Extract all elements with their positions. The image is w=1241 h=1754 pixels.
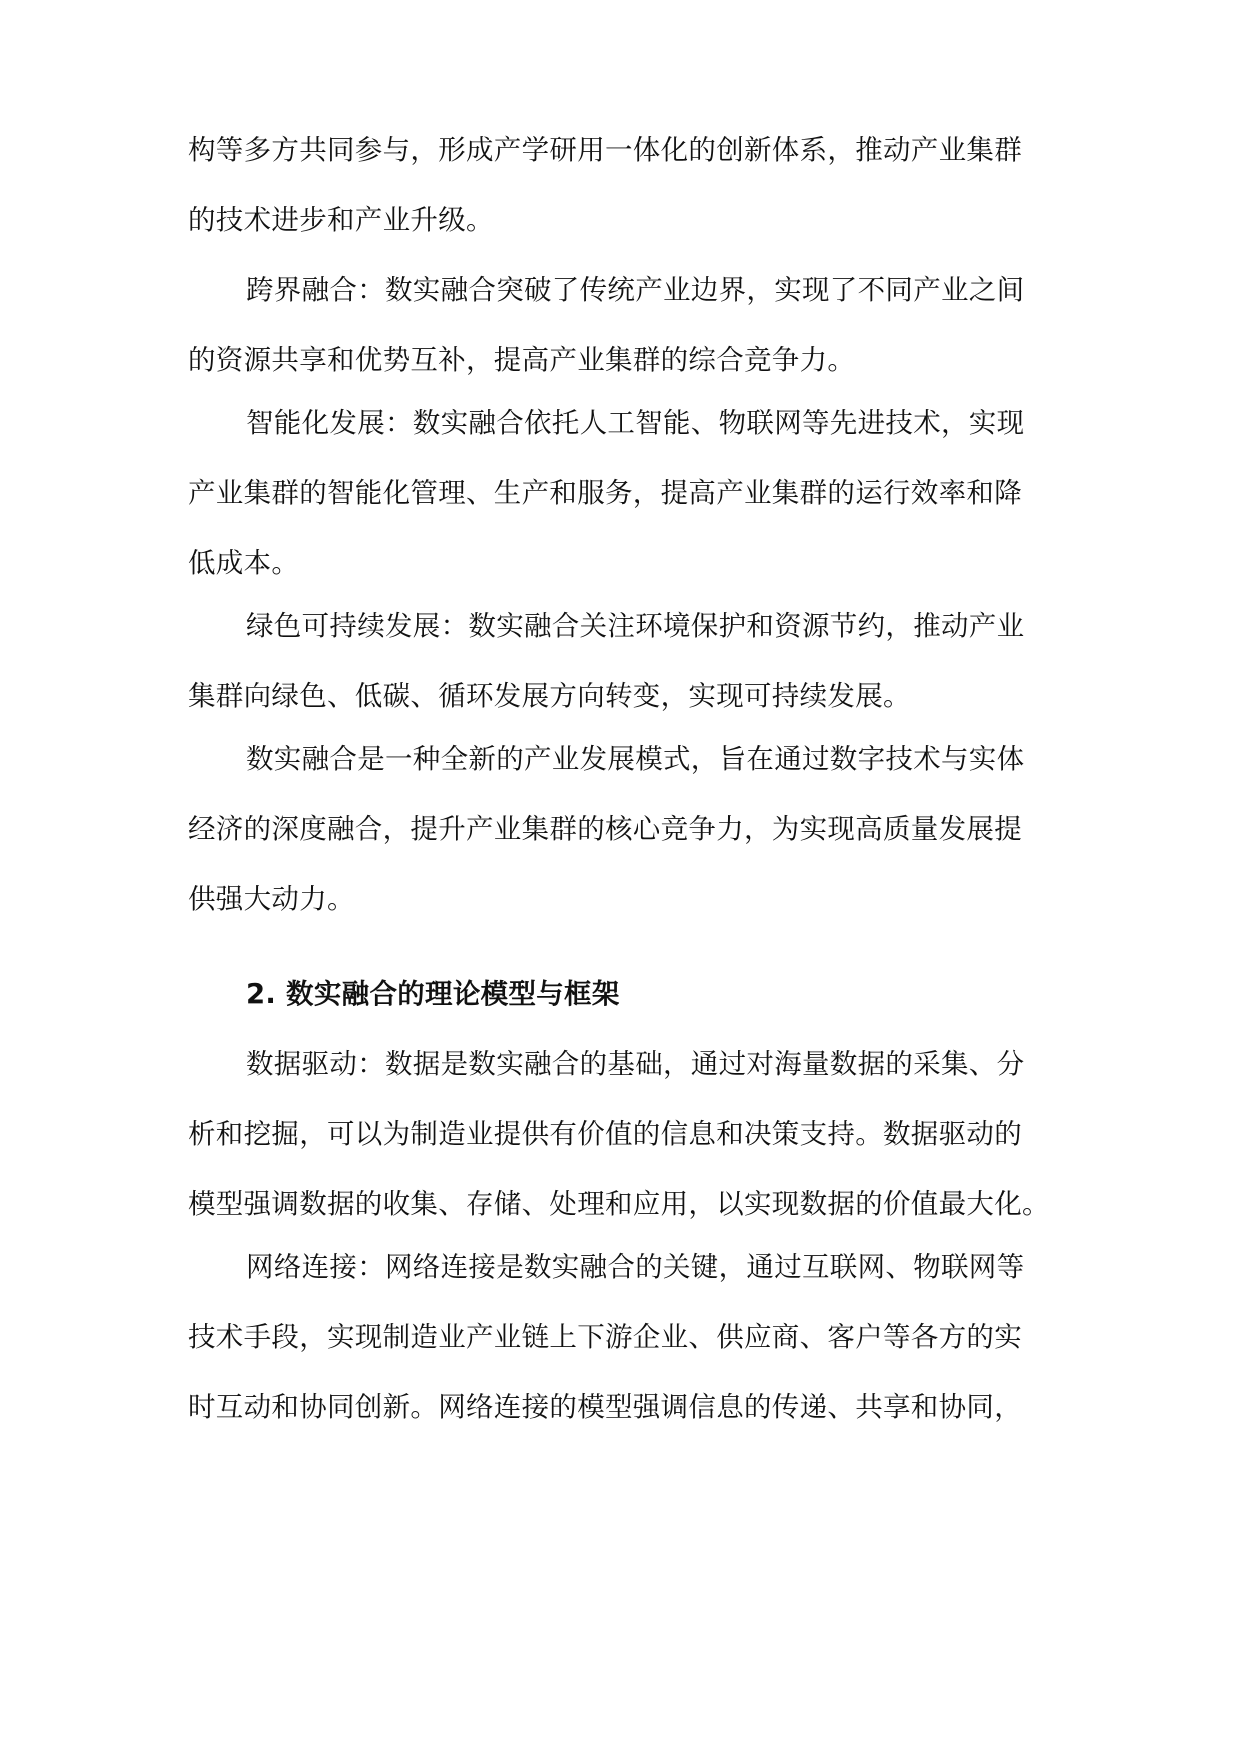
- text-line: 集群向绿色、低碳、循环发展方向转变，实现可持续发展。: [188, 680, 911, 712]
- text-line: 低成本。: [188, 547, 300, 579]
- text-line: 时互动和协同创新。网络连接的模型强调信息的传递、共享和协同，: [188, 1391, 1022, 1423]
- text-line: 产业集群的智能化管理、生产和服务，提高产业集群的运行效率和降: [188, 477, 1022, 509]
- text-line: 的资源共享和优势互补，提高产业集群的综合竞争力。: [188, 344, 856, 376]
- text-line: 技术手段，实现制造业产业链上下游企业、供应商、客户等各方的实: [188, 1321, 1022, 1353]
- text-line: 析和挖掘，可以为制造业提供有价值的信息和决策支持。数据驱动的: [188, 1118, 1022, 1150]
- paragraph-start-data-driven: 数据驱动：数据是数实融合的基础，通过对海量数据的采集、分: [246, 1048, 1025, 1080]
- text-line: 构等多方共同参与，形成产学研用一体化的创新体系，推动产业集群: [188, 134, 1022, 166]
- text-line: 供强大动力。: [188, 883, 355, 915]
- text-line: 的技术进步和产业升级。: [188, 204, 494, 236]
- paragraph-start-summary: 数实融合是一种全新的产业发展模式，旨在通过数字技术与实体: [246, 743, 1025, 775]
- paragraph-start-green: 绿色可持续发展：数实融合关注环境保护和资源节约，推动产业: [246, 610, 1025, 642]
- section-heading: 2. 数实融合的理论模型与框架: [246, 978, 620, 1010]
- text-line: 经济的深度融合，提升产业集群的核心竞争力，为实现高质量发展提: [188, 813, 1022, 845]
- paragraph-start-cross-border: 跨界融合：数实融合突破了传统产业边界，实现了不同产业之间: [246, 274, 1025, 306]
- paragraph-start-intelligent: 智能化发展：数实融合依托人工智能、物联网等先进技术，实现: [246, 407, 1025, 439]
- text-line: 模型强调数据的收集、存储、处理和应用，以实现数据的价值最大化。: [188, 1188, 1050, 1220]
- paragraph-start-network: 网络连接：网络连接是数实融合的关键，通过互联网、物联网等: [246, 1251, 1025, 1283]
